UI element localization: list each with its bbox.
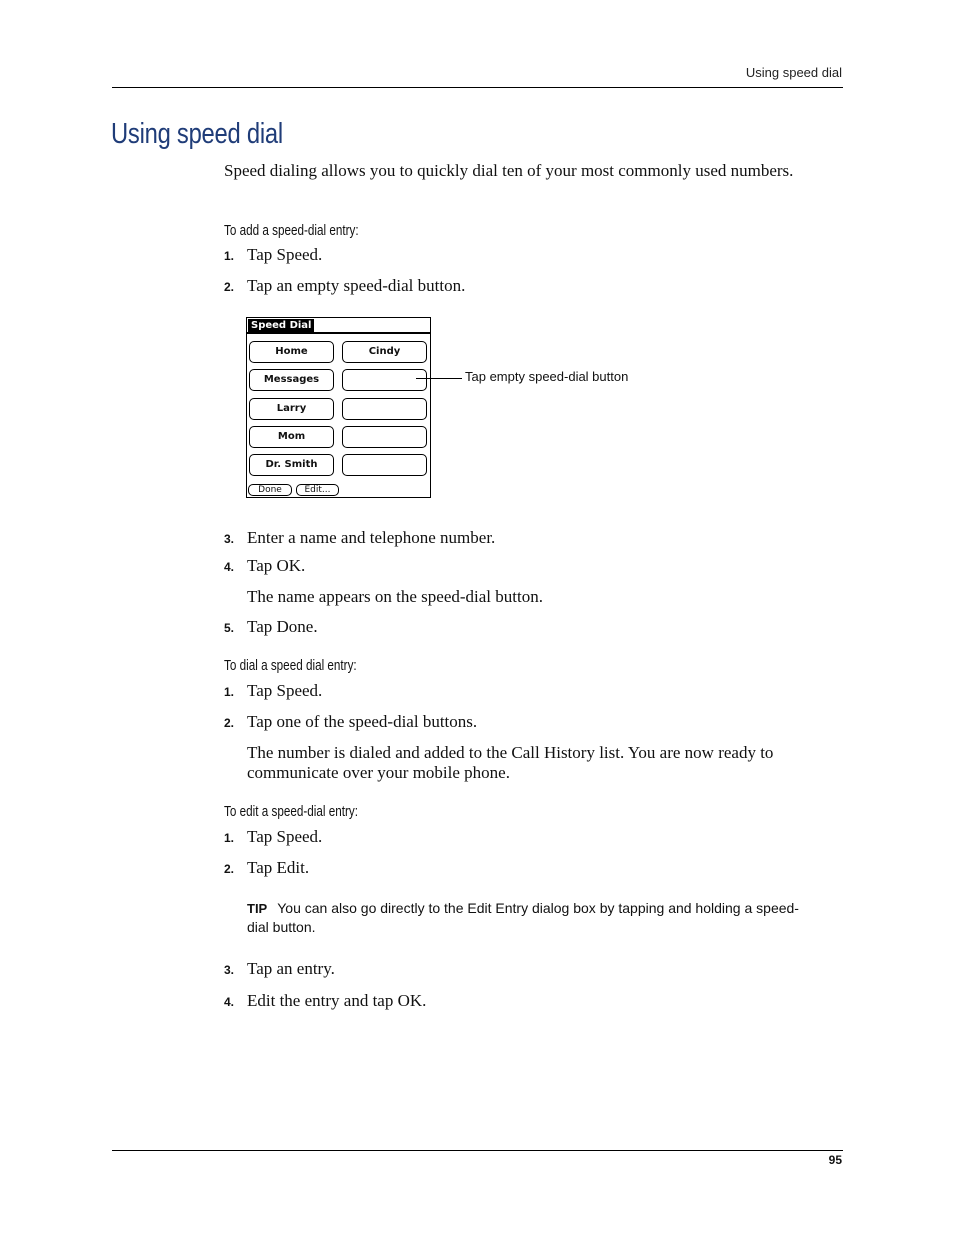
page-number: 95 — [828, 1153, 842, 1167]
tip-label: TIP — [247, 901, 268, 916]
speed-dial-screen — [246, 317, 431, 498]
add-step-4 — [224, 556, 305, 577]
screen-title-rule — [247, 332, 430, 334]
edit-step-3 — [224, 959, 335, 980]
screen-title: Speed Dial — [248, 319, 314, 332]
dial-step-2-note: The number is dialed and added to the Call History list. You are now ready to communicate over your mobile phone. — [247, 743, 774, 782]
step-text: Tap OK. — [247, 556, 306, 575]
speed-dial-button-empty[interactable] — [342, 398, 427, 420]
edit-section-heading: To edit a speed-dial entry: — [224, 803, 358, 820]
step-number: 5. — [224, 621, 235, 635]
add-step-1 — [224, 245, 322, 266]
step-text: Tap one of the speed-dial buttons. — [247, 712, 478, 731]
dial-step-2 — [224, 712, 477, 733]
step-text: Tap an empty speed-dial button. — [247, 276, 466, 295]
speed-dial-button-empty[interactable] — [342, 454, 427, 476]
step-number: 3. — [224, 532, 235, 546]
step-number: 2. — [224, 280, 235, 294]
speed-dial-button-cindy[interactable]: Cindy — [342, 341, 427, 363]
edit-step-4 — [224, 991, 426, 1012]
step-number: 4. — [224, 995, 235, 1009]
step-number: 1. — [224, 685, 235, 699]
step-text: Edit the entry and tap OK. — [247, 991, 427, 1010]
tip-text: You can also go directly to the Edit Entry dialog box by tapping and holding a speed-dial button. — [247, 900, 799, 935]
step-number: 4. — [224, 560, 235, 574]
speed-dial-button-home[interactable]: Home — [249, 341, 334, 363]
speed-dial-button-messages[interactable]: Messages — [249, 369, 334, 391]
add-step-3 — [224, 528, 495, 549]
speed-dial-button-mom[interactable]: Mom — [249, 426, 334, 448]
add-step-2 — [224, 276, 465, 297]
step-number: 1. — [224, 831, 235, 845]
callout-label: Tap empty speed-dial button — [465, 369, 629, 384]
callout-line — [416, 378, 462, 379]
speed-dial-button-dr-smith[interactable]: Dr. Smith — [249, 454, 334, 476]
step-text: Tap Done. — [247, 617, 318, 636]
footer-rule — [112, 1150, 843, 1151]
header-rule — [112, 87, 843, 88]
step-text: Tap Speed. — [247, 827, 323, 846]
speed-dial-button-larry[interactable]: Larry — [249, 398, 334, 420]
speed-dial-button-empty[interactable] — [342, 426, 427, 448]
edit-button[interactable]: Edit... — [296, 484, 339, 496]
step-number: 3. — [224, 963, 235, 977]
edit-step-1 — [224, 827, 322, 848]
dial-step-1 — [224, 681, 322, 702]
dial-section-heading: To dial a speed dial entry: — [224, 657, 357, 674]
add-step-4-note: The name appears on the speed-dial button. — [247, 587, 543, 606]
step-text: Tap Speed. — [247, 681, 323, 700]
tip-box — [247, 899, 807, 937]
add-step-5 — [224, 617, 318, 638]
page-title: Using speed dial — [111, 118, 283, 150]
step-text: Tap Edit. — [247, 858, 310, 877]
step-text: Tap an entry. — [247, 959, 335, 978]
intro-paragraph: Speed dialing allows you to quickly dial ten of your most commonly used numbers. — [224, 161, 794, 180]
step-text: Enter a name and telephone number. — [247, 528, 496, 547]
step-number: 2. — [224, 862, 235, 876]
step-number: 2. — [224, 716, 235, 730]
add-section-heading: To add a speed-dial entry: — [224, 222, 359, 239]
edit-step-2 — [224, 858, 309, 879]
done-button[interactable]: Done — [248, 484, 292, 496]
step-text: Tap Speed. — [247, 245, 323, 264]
running-head: Using speed dial — [745, 65, 842, 80]
step-number: 1. — [224, 249, 235, 263]
speed-dial-button-empty[interactable] — [342, 369, 427, 391]
